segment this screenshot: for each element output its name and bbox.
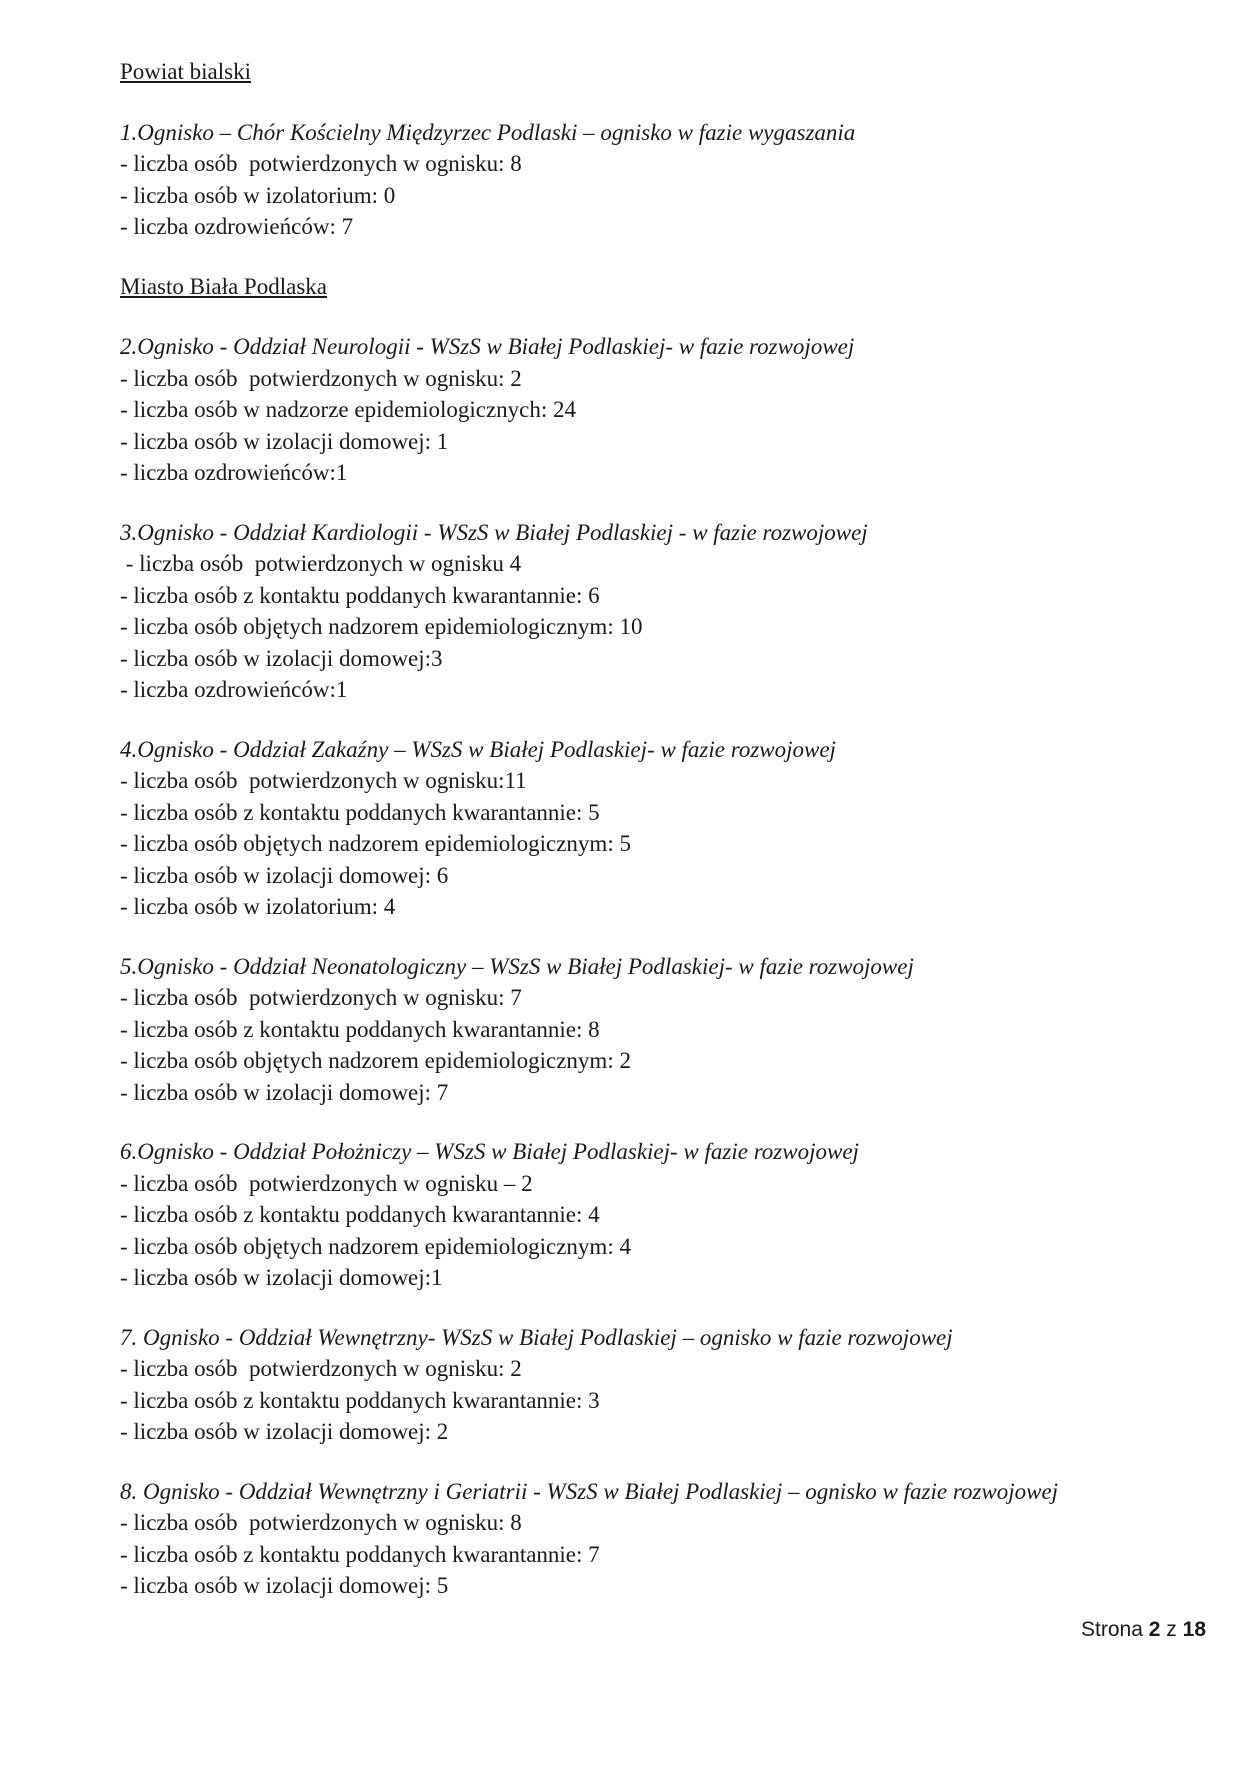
section-title: Miasto Biała Podlaska	[120, 273, 327, 299]
outbreak-line: - liczba osób w izolacji domowej: 6	[120, 862, 449, 888]
outbreak-line: - liczba osób potwierdzonych w ognisku: 8	[120, 151, 522, 176]
outbreak-title: 8. Ognisko - Oddział Wewnętrzny i Geriatrii - WSzS w Białej Podlaskiej – ognisko w fazie rozwojowej	[120, 1478, 1059, 1504]
outbreak-line: - liczba osób z kontaktu poddanych kwarantannie: 4	[120, 1202, 600, 1227]
outbreak-title: 4.Ognisko - Oddział Zakaźny – WSzS w Białej Podlaskiej- w fazie rozwojowej	[120, 736, 836, 762]
document-page	[120, 56, 1180, 1602]
outbreak-1	[120, 117, 1180, 243]
outbreak-line: - liczba osób potwierdzonych w ognisku: 2	[120, 365, 522, 391]
outbreak-line: - liczba osób potwierdzonych w ognisku: 7	[120, 985, 522, 1010]
outbreak-line: - liczba osób z kontaktu poddanych kwarantannie: 8	[120, 1016, 600, 1042]
outbreak-line: - liczba osób objętych nadzorem epidemiologicznym: 5	[120, 831, 631, 856]
footer-total-pages: 18	[1182, 1618, 1206, 1641]
outbreak-title: 6.Ognisko - Oddział Położniczy – WSzS w Białej Podlaskiej- w fazie rozwojowej	[120, 1139, 859, 1164]
outbreak-2	[120, 331, 1180, 489]
outbreak-line: - liczba osób potwierdzonych w ognisku 4	[120, 551, 522, 576]
outbreak-line: - liczba osób objętych nadzorem epidemiologicznym: 4	[120, 1233, 631, 1259]
section-title: Powiat bialski	[120, 59, 251, 84]
outbreak-line: - liczba osób z kontaktu poddanych kwarantannie: 7	[120, 1541, 600, 1567]
outbreak-title: 1.Ognisko – Chór Kościelny Międzyrzec Podlaski – ognisko w fazie wygaszania	[120, 119, 856, 145]
outbreak-line: - liczba osób w izolacji domowej:1	[120, 1265, 443, 1290]
outbreak-line: - liczba osób z kontaktu poddanych kwarantannie: 5	[120, 799, 600, 825]
outbreak-line: - liczba osób potwierdzonych w ognisku: 2	[120, 1356, 522, 1381]
outbreak-line: - liczba ozdrowieńców:1	[120, 460, 348, 485]
outbreak-line: - liczba osób potwierdzonych w ognisku:11	[120, 768, 527, 793]
outbreak-title: 7. Ognisko - Oddział Wewnętrzny- WSzS w Białej Podlaskiej – ognisko w fazie rozwojowej	[120, 1324, 953, 1350]
outbreak-line: - liczba ozdrowieńców: 7	[120, 214, 354, 239]
outbreak-title: 5.Ognisko - Oddział Neonatologiczny – WSzS w Białej Podlaskiej- w fazie rozwojowej	[120, 953, 914, 979]
outbreak-5	[120, 951, 1180, 1109]
outbreak-3	[120, 517, 1180, 706]
outbreak-line: - liczba ozdrowieńców:1	[120, 677, 348, 702]
outbreak-line: - liczba osób w nadzorze epidemiologicznych: 24	[120, 397, 577, 422]
outbreak-line: - liczba osób potwierdzonych w ognisku: 8	[120, 1510, 522, 1535]
page-number-footer	[1081, 1618, 1206, 1642]
outbreak-line: - liczba osób z kontaktu poddanych kwarantannie: 3	[120, 1387, 600, 1413]
outbreak-line: - liczba osób w izolatorium: 4	[120, 894, 396, 919]
outbreak-6	[120, 1136, 1180, 1294]
outbreak-line: - liczba osób w izolacji domowej: 2	[120, 1419, 449, 1444]
outbreak-line: - liczba osób objętych nadzorem epidemiologicznym: 10	[120, 614, 643, 639]
footer-prefix: Strona	[1081, 1618, 1143, 1641]
outbreak-line: - liczba osób w izolacji domowej: 7	[120, 1079, 449, 1105]
footer-current-page: 2	[1148, 1618, 1161, 1641]
outbreak-line: - liczba osób z kontaktu poddanych kwarantannie: 6	[120, 582, 600, 608]
outbreak-8	[120, 1476, 1180, 1602]
outbreak-line: - liczba osób potwierdzonych w ognisku – 2	[120, 1170, 533, 1196]
outbreak-title: 3.Ognisko - Oddział Kardiologii - WSzS w Białej Podlaskiej - w fazie rozwojowej	[120, 519, 868, 545]
outbreak-line: - liczba osób objętych nadzorem epidemiologicznym: 2	[120, 1048, 631, 1073]
outbreak-line: - liczba osób w izolatorium: 0	[120, 182, 396, 208]
outbreak-4	[120, 734, 1180, 923]
footer-separator: z	[1166, 1618, 1177, 1641]
outbreak-7	[120, 1322, 1180, 1448]
outbreak-line: - liczba osób w izolacji domowej: 1	[120, 428, 449, 454]
outbreak-line: - liczba osób w izolacji domowej: 5	[120, 1573, 449, 1598]
outbreak-title: 2.Ognisko - Oddział Neurologii - WSzS w Białej Podlaskiej- w fazie rozwojowej	[120, 334, 855, 359]
outbreak-line: - liczba osób w izolacji domowej:3	[120, 645, 443, 671]
